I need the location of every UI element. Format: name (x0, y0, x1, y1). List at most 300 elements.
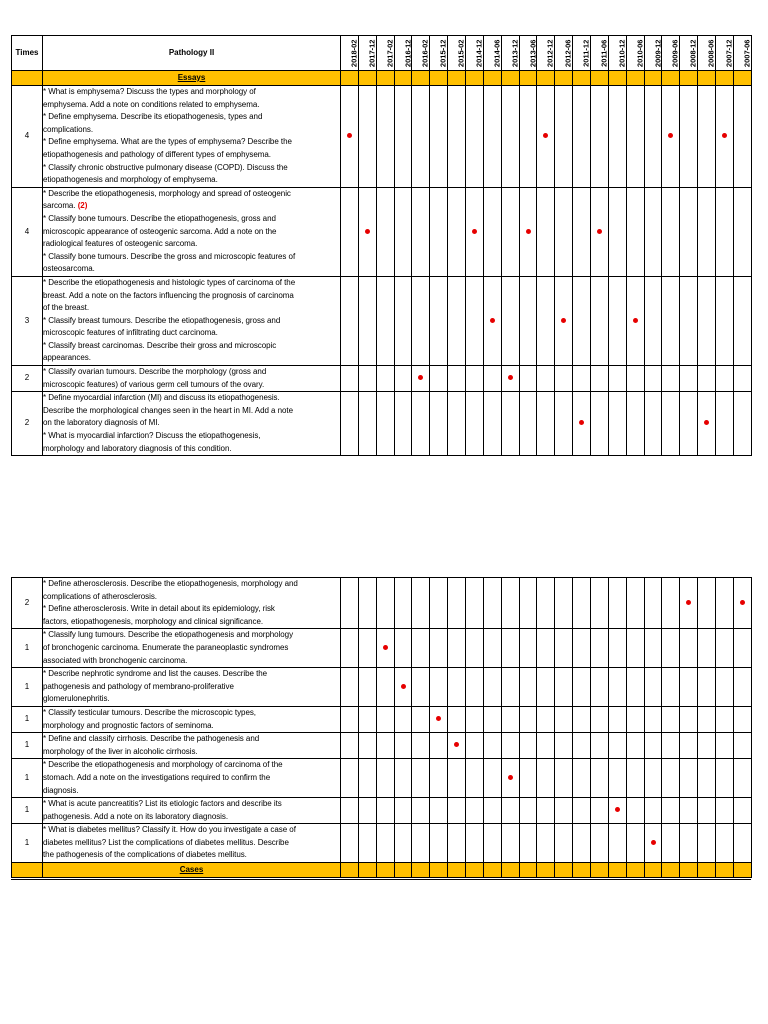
year-cell (680, 798, 698, 824)
question-line (43, 327, 340, 340)
year-cell (394, 733, 412, 759)
question-line-text: * Define atherosclerosis. Write in detail about its epidemiology, risk (43, 604, 275, 614)
question-line (43, 811, 340, 824)
question-line (43, 99, 340, 112)
asked-marker-dot (633, 318, 638, 323)
year-cell (555, 276, 573, 365)
question-line (43, 785, 340, 798)
year-cell (716, 629, 734, 668)
year-cell (483, 86, 501, 188)
year-cell (483, 668, 501, 707)
year-cell (537, 759, 555, 798)
asked-marker-dot (472, 229, 477, 234)
year-cell (483, 798, 501, 824)
year-cell (716, 706, 734, 732)
year-cell (733, 392, 751, 456)
year-cell (412, 733, 430, 759)
year-cell (394, 86, 412, 188)
year-cell (358, 706, 376, 732)
year-cell (501, 366, 519, 392)
year-cell (680, 824, 698, 863)
year-cell (680, 578, 698, 629)
question-line (43, 733, 340, 746)
question-line (43, 263, 340, 276)
year-cell (608, 187, 626, 276)
question-text (43, 733, 341, 759)
year-cell (376, 733, 394, 759)
table-bottom-rule (11, 879, 751, 880)
date-label: 2013-06 (528, 39, 538, 67)
year-cell (341, 578, 359, 629)
question-line (43, 392, 340, 405)
question-line-text: * Define myocardial infarction (MI) and discuss its etiopathogenesis. (43, 393, 280, 403)
year-cell (537, 86, 555, 188)
question-line (43, 213, 340, 226)
question-text (43, 668, 341, 707)
question-line (43, 824, 340, 837)
question-line-text: * Describe the etiopathogenesis, morphology and spread of osteogenic (43, 188, 291, 198)
year-cell (662, 86, 680, 188)
year-cell (501, 824, 519, 863)
question-line (43, 162, 340, 175)
year-cell (644, 798, 662, 824)
question-row (12, 759, 752, 798)
question-line-text: pathogenesis. Add a note on its laboratory diagnosis. (43, 811, 229, 821)
question-line-text: Describe the morphological changes seen in the heart in MI. Add a note (43, 405, 293, 415)
year-cell (573, 366, 591, 392)
year-cell (608, 629, 626, 668)
year-cell (519, 706, 537, 732)
year-cell (680, 668, 698, 707)
date-label: 2012-12 (545, 39, 555, 67)
year-cell (537, 824, 555, 863)
year-cell (698, 629, 716, 668)
year-cell (555, 668, 573, 707)
year-cell (537, 629, 555, 668)
question-line (43, 655, 340, 668)
column-header-date (430, 36, 448, 71)
question-line-text: diagnosis. (43, 785, 79, 795)
year-cell (519, 629, 537, 668)
times-header: Times (12, 36, 43, 71)
year-cell (341, 759, 359, 798)
year-cell (591, 629, 609, 668)
year-cell (716, 276, 734, 365)
year-cell (394, 578, 412, 629)
year-cell (376, 276, 394, 365)
question-text (43, 392, 341, 456)
year-cell (358, 366, 376, 392)
year-cell (466, 706, 484, 732)
question-line (43, 849, 340, 862)
year-cell (591, 86, 609, 188)
year-cell (519, 824, 537, 863)
question-line-text: * Classify bone tumours. Describe the etiopathogenesis, gross and (43, 213, 276, 223)
year-cell (412, 629, 430, 668)
question-line-text: sarcoma. (43, 201, 76, 211)
year-cell (733, 733, 751, 759)
year-cell (430, 392, 448, 456)
year-cell (716, 578, 734, 629)
times-count: 2 (12, 366, 43, 392)
question-line (43, 616, 340, 629)
year-cell (341, 798, 359, 824)
year-cell (537, 276, 555, 365)
year-cell (466, 759, 484, 798)
year-cell (573, 578, 591, 629)
year-cell (608, 578, 626, 629)
year-cell (466, 366, 484, 392)
column-header-date (573, 36, 591, 71)
year-cell (573, 798, 591, 824)
asked-marker-dot (579, 420, 584, 425)
date-label: 2015-12 (438, 39, 448, 67)
year-cell (412, 824, 430, 863)
year-cell (376, 86, 394, 188)
year-cell (591, 824, 609, 863)
year-cell (376, 629, 394, 668)
year-cell (608, 824, 626, 863)
year-cell (698, 798, 716, 824)
question-line (43, 366, 340, 379)
question-line-text: * What is acute pancreatitis? List its etiologic factors and describe its (43, 799, 282, 809)
question-line-text: radiological features of osteogenic sarcoma. (43, 239, 198, 249)
year-cell (430, 759, 448, 798)
question-row (12, 392, 752, 456)
question-line-text: etiopathogenesis and pathology of different types of emphysema. (43, 149, 271, 159)
question-text (43, 578, 341, 629)
year-cell (341, 366, 359, 392)
year-cell (644, 629, 662, 668)
times-count: 4 (12, 86, 43, 188)
year-cell (483, 706, 501, 732)
year-cell (501, 668, 519, 707)
question-line-text: emphysema. Add a note on conditions related to emphysema. (43, 99, 260, 109)
asked-marker-dot (561, 318, 566, 323)
year-cell (608, 276, 626, 365)
question-line-text: * Classify chronic obstructive pulmonary disease (COPD). Discuss the (43, 162, 288, 172)
question-text (43, 629, 341, 668)
year-cell (662, 366, 680, 392)
question-line (43, 149, 340, 162)
year-cell (376, 798, 394, 824)
year-cell (698, 392, 716, 456)
year-cell (448, 392, 466, 456)
year-cell (501, 276, 519, 365)
year-cell (448, 366, 466, 392)
year-cell (555, 733, 573, 759)
year-cell (733, 578, 751, 629)
question-line (43, 340, 340, 353)
date-label: 2010-06 (635, 39, 645, 67)
year-cell (626, 187, 644, 276)
asked-marker-dot (347, 133, 352, 138)
section-label-cases: Cases (43, 863, 341, 878)
year-cell (733, 668, 751, 707)
question-line (43, 188, 340, 201)
question-line-text: etiopathogenesis and morphology of emphysema. (43, 175, 218, 185)
question-text (43, 86, 341, 188)
year-cell (430, 668, 448, 707)
question-text (43, 706, 341, 732)
date-label: 2015-02 (456, 39, 466, 67)
year-cell (341, 86, 359, 188)
question-line-text: appearances. (43, 353, 91, 363)
question-row (12, 578, 752, 629)
year-cell (662, 733, 680, 759)
year-cell (412, 668, 430, 707)
year-cell (412, 187, 430, 276)
year-cell (394, 276, 412, 365)
date-label: 2009-12 (653, 39, 663, 67)
date-label: 2008-12 (688, 39, 698, 67)
year-cell (519, 759, 537, 798)
year-cell (733, 187, 751, 276)
date-label: 2007-12 (724, 39, 734, 67)
year-cell (662, 798, 680, 824)
year-cell (358, 187, 376, 276)
asked-marker-dot (686, 600, 691, 605)
question-line-text: * Describe nephrotic syndrome and list the causes. Describe the (43, 669, 268, 679)
times-count: 2 (12, 578, 43, 629)
year-cell (448, 86, 466, 188)
year-cell (680, 366, 698, 392)
year-cell (501, 187, 519, 276)
year-cell (537, 578, 555, 629)
question-row (12, 629, 752, 668)
year-cell (644, 733, 662, 759)
year-cell (555, 578, 573, 629)
year-cell (358, 392, 376, 456)
year-cell (394, 824, 412, 863)
asked-marker-dot (508, 775, 513, 780)
year-cell (448, 759, 466, 798)
question-line (43, 591, 340, 604)
year-cell (519, 276, 537, 365)
year-cell (448, 668, 466, 707)
date-label: 2011-06 (599, 39, 609, 67)
question-line-text: * What is diabetes mellitus? Classify it. How do you investigate a case of (43, 825, 296, 835)
year-cell (501, 578, 519, 629)
year-cell (591, 366, 609, 392)
asked-marker-dot (401, 684, 406, 689)
asked-marker-dot (615, 807, 620, 812)
year-cell (644, 187, 662, 276)
question-table-top (11, 35, 752, 456)
question-line (43, 798, 340, 811)
asked-marker-dot (454, 742, 459, 747)
year-cell (680, 392, 698, 456)
subject-header: Pathology II (43, 36, 341, 71)
year-cell (644, 824, 662, 863)
year-cell (483, 276, 501, 365)
year-cell (430, 706, 448, 732)
year-cell (412, 759, 430, 798)
year-cell (519, 668, 537, 707)
year-cell (394, 798, 412, 824)
year-cell (448, 798, 466, 824)
question-line (43, 111, 340, 124)
question-line (43, 578, 340, 591)
question-line (43, 629, 340, 642)
year-cell (358, 578, 376, 629)
year-cell (644, 86, 662, 188)
year-cell (626, 668, 644, 707)
question-line (43, 136, 340, 149)
year-cell (591, 798, 609, 824)
year-cell (644, 759, 662, 798)
question-line (43, 405, 340, 418)
year-cell (501, 629, 519, 668)
year-cell (626, 392, 644, 456)
year-cell (626, 824, 644, 863)
year-cell (376, 578, 394, 629)
question-text (43, 824, 341, 863)
times-count: 2 (12, 392, 43, 456)
year-cell (644, 276, 662, 365)
date-label: 2012-06 (563, 39, 573, 67)
question-text (43, 759, 341, 798)
question-line (43, 290, 340, 303)
year-cell (626, 86, 644, 188)
year-cell (591, 392, 609, 456)
year-cell (591, 759, 609, 798)
question-row (12, 798, 752, 824)
column-header-date (555, 36, 573, 71)
question-line-text: * Define emphysema. Describe its etiopathogenesis, types and (43, 112, 263, 122)
date-label: 2014-06 (492, 39, 502, 67)
question-line-text: * Classify lung tumours. Describe the etiopathogenesis and morphology (43, 630, 294, 640)
year-cell (680, 276, 698, 365)
asked-marker-dot (740, 600, 745, 605)
year-cell (466, 733, 484, 759)
year-cell (716, 366, 734, 392)
year-cell (501, 392, 519, 456)
year-cell (716, 824, 734, 863)
year-cell (662, 706, 680, 732)
year-cell (626, 798, 644, 824)
question-line-text: * Classify testicular tumours. Describe the microscopic types, (43, 707, 256, 717)
column-header-date (716, 36, 734, 71)
question-line-text: stomach. Add a note on the investigations required to confirm the (43, 772, 271, 782)
question-line-text: * Describe the etiopathogenesis and histologic types of carcinoma of the (43, 277, 296, 287)
year-cell (466, 392, 484, 456)
year-cell (698, 187, 716, 276)
question-line-text: * Define and classify cirrhosis. Describe the pathogenesis and (43, 734, 260, 744)
year-cell (430, 733, 448, 759)
year-cell (376, 668, 394, 707)
times-count: 1 (12, 668, 43, 707)
year-cell (430, 629, 448, 668)
year-cell (733, 824, 751, 863)
year-cell (412, 392, 430, 456)
year-cell (466, 629, 484, 668)
question-line-text: associated with bronchogenic carcinoma. (43, 655, 188, 665)
year-cell (591, 733, 609, 759)
question-text (43, 276, 341, 365)
question-line (43, 642, 340, 655)
question-line (43, 417, 340, 430)
year-cell (716, 392, 734, 456)
year-cell (358, 798, 376, 824)
date-label: 2016-02 (420, 39, 430, 67)
year-cell (341, 629, 359, 668)
year-cell (698, 668, 716, 707)
year-cell (733, 706, 751, 732)
year-cell (519, 366, 537, 392)
year-cell (733, 366, 751, 392)
question-line-text: complications of atherosclerosis. (43, 591, 157, 601)
year-cell (716, 187, 734, 276)
year-cell (555, 629, 573, 668)
question-line (43, 668, 340, 681)
year-cell (376, 824, 394, 863)
question-line-text: the pathogenesis of the complications of diabetes mellitus. (43, 850, 247, 860)
question-line-text: * Classify ovarian tumours. Describe the morphology (gross and (43, 367, 267, 377)
question-line-text: diabetes mellitus? List the complications of diabetes mellitus. Describe (43, 837, 289, 847)
question-line (43, 315, 340, 328)
year-cell (626, 629, 644, 668)
year-cell (341, 733, 359, 759)
question-line-text: * Classify breast tumours. Describe the etiopathogenesis, gross and (43, 315, 281, 325)
year-cell (680, 629, 698, 668)
date-label: 2011-12 (581, 39, 591, 67)
year-cell (573, 276, 591, 365)
question-line (43, 720, 340, 733)
section-row-cases (12, 863, 752, 878)
year-cell (412, 798, 430, 824)
year-cell (608, 798, 626, 824)
year-cell (341, 392, 359, 456)
year-cell (698, 706, 716, 732)
year-cell (394, 668, 412, 707)
year-cell (376, 392, 394, 456)
question-line-text: * Classify breast carcinomas. Describe their gross and microscopic (43, 340, 277, 350)
year-cell (412, 86, 430, 188)
year-cell (501, 86, 519, 188)
year-cell (716, 86, 734, 188)
times-count: 3 (12, 276, 43, 365)
asked-marker-dot (722, 133, 727, 138)
year-cell (537, 733, 555, 759)
year-cell (448, 629, 466, 668)
year-cell (341, 276, 359, 365)
year-cell (555, 86, 573, 188)
year-cell (644, 578, 662, 629)
year-cell (537, 187, 555, 276)
question-line (43, 759, 340, 772)
asked-marker-dot (651, 840, 656, 845)
year-cell (448, 824, 466, 863)
year-cell (501, 798, 519, 824)
year-cell (448, 706, 466, 732)
year-cell (501, 733, 519, 759)
year-cell (519, 187, 537, 276)
year-cell (358, 668, 376, 707)
year-cell (483, 759, 501, 798)
question-line-text: factors, etiopathogenesis, morphology and clinical significance. (43, 616, 264, 626)
year-cell (608, 759, 626, 798)
asked-marker-dot (436, 716, 441, 721)
year-cell (608, 392, 626, 456)
question-row (12, 366, 752, 392)
year-cell (733, 798, 751, 824)
column-header-date (698, 36, 716, 71)
year-cell (698, 276, 716, 365)
year-cell (662, 824, 680, 863)
year-cell (698, 759, 716, 798)
date-label: 2017-12 (367, 39, 377, 67)
